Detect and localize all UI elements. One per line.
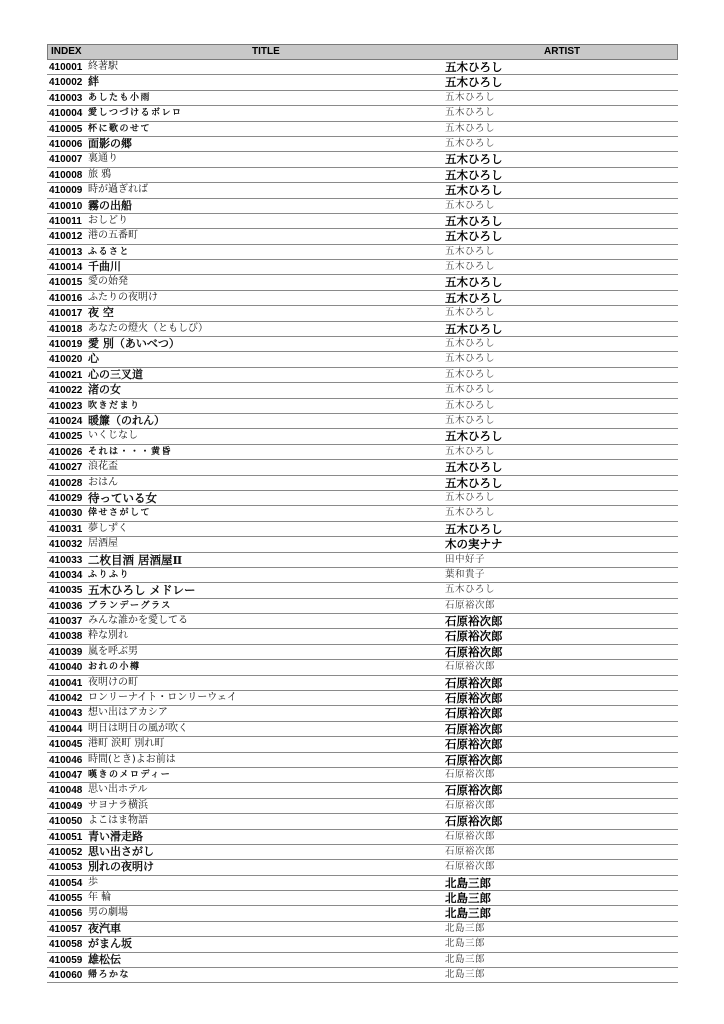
row-artist: 五木ひろし	[445, 307, 496, 319]
table-row	[47, 229, 678, 244]
table-row	[47, 91, 678, 106]
row-title: おはん	[88, 476, 118, 488]
row-title: 思い出さがし	[88, 844, 154, 858]
row-title: 青い滑走路	[88, 829, 143, 843]
row-title: 絆	[88, 75, 99, 89]
table-row	[47, 352, 678, 367]
row-title: 五木ひろし メドレー	[88, 583, 196, 598]
row-artist: 五木ひろし	[445, 521, 503, 536]
row-title: 愛しつづけるボレロ	[88, 108, 183, 119]
row-title: おれの小樽	[88, 662, 141, 673]
row-title: 二枚目酒 居酒屋Ⅱ	[88, 552, 183, 567]
row-title: 嘆きのメロディー	[88, 769, 172, 780]
row-title: 夜汽車	[88, 921, 121, 935]
row-artist: 五木ひろし	[445, 338, 496, 350]
row-index: 410054	[49, 877, 83, 889]
table-row	[47, 845, 678, 860]
row-index: 410020	[49, 354, 83, 366]
row-index: 410018	[49, 323, 83, 335]
row-title: ふりふり	[88, 569, 131, 580]
table-row	[47, 968, 678, 983]
table-row	[47, 460, 678, 475]
row-artist: 五木ひろし	[445, 507, 496, 519]
row-title: よこはま物語	[88, 815, 148, 827]
table-row	[47, 629, 678, 644]
row-artist: 五木ひろし	[445, 429, 503, 444]
row-artist: 五木ひろし	[445, 368, 496, 380]
row-title: 夢しずく	[88, 522, 128, 534]
row-index: 410017	[49, 308, 83, 320]
row-artist: 五木ひろし	[445, 60, 503, 74]
table-row	[47, 368, 678, 383]
row-index: 410057	[49, 923, 83, 935]
table-row	[47, 322, 678, 337]
row-index: 410045	[49, 739, 83, 751]
song-index-table	[47, 44, 678, 983]
row-title: 夜 空	[88, 306, 114, 320]
table-row	[47, 691, 678, 706]
table-row	[47, 876, 678, 891]
row-artist: 北島三郎	[445, 938, 486, 950]
row-index: 410003	[49, 92, 83, 104]
row-artist: 北島三郎	[445, 922, 486, 934]
row-index: 410040	[49, 662, 83, 674]
row-title: 夜明けの町	[88, 676, 138, 688]
table-body	[47, 60, 678, 983]
table-row	[47, 583, 678, 598]
row-artist: 石原裕次郎	[445, 629, 503, 644]
row-index: 410006	[49, 138, 83, 150]
row-artist: 五木ひろし	[445, 414, 496, 426]
row-artist: 石原裕次郎	[445, 737, 503, 752]
row-artist: 五木ひろし	[445, 460, 503, 475]
row-index: 410016	[49, 292, 83, 304]
table-row	[47, 953, 678, 968]
row-artist: 北島三郎	[445, 875, 491, 890]
row-index: 410033	[49, 554, 83, 566]
row-index: 410027	[49, 462, 83, 474]
row-artist: 五木ひろし	[445, 199, 496, 211]
row-artist: 五木ひろし	[445, 290, 503, 305]
row-index: 410013	[49, 246, 83, 258]
row-index: 410014	[49, 262, 83, 274]
table-row	[47, 568, 678, 583]
row-title: 霧の出船	[88, 198, 132, 212]
table-row	[47, 337, 678, 352]
table-row	[47, 676, 678, 691]
row-index: 410026	[49, 446, 83, 458]
row-artist: 五木ひろし	[445, 122, 496, 134]
row-index: 410028	[49, 477, 83, 489]
row-index: 410031	[49, 523, 83, 535]
row-artist: 五木ひろし	[445, 75, 503, 90]
row-title: みんな誰かを愛してる	[88, 615, 188, 627]
row-artist: 石原裕次郎	[445, 644, 503, 659]
row-artist: 石原裕次郎	[445, 830, 496, 842]
row-index: 410011	[49, 215, 82, 227]
table-row	[47, 722, 678, 737]
row-artist: 五木ひろし	[445, 353, 496, 365]
table-row	[47, 830, 678, 845]
table-row	[47, 168, 678, 183]
row-title: ロンリーナイト・ロンリーウェイ	[88, 692, 237, 704]
row-index: 410005	[49, 123, 83, 135]
row-title: ふるさと	[88, 246, 131, 257]
table-row	[47, 214, 678, 229]
row-title: 居酒屋	[88, 538, 118, 550]
table-row	[47, 122, 678, 137]
table-row	[47, 399, 678, 414]
row-artist: 石原裕次郎	[445, 845, 496, 857]
row-index: 410044	[49, 723, 83, 735]
table-row	[47, 429, 678, 444]
row-title: サヨナラ横浜	[88, 799, 148, 811]
row-artist: 木の実ナナ	[445, 537, 503, 552]
row-title: 思い出ホテル	[88, 784, 148, 796]
row-artist: 五木ひろし	[445, 183, 503, 198]
row-title: 心	[88, 352, 99, 366]
row-artist: 五木ひろし	[445, 152, 503, 167]
row-artist: 石原裕次郎	[445, 614, 503, 629]
row-index: 410041	[49, 677, 83, 689]
row-artist: 五木ひろし	[445, 321, 503, 336]
row-index: 410048	[49, 785, 83, 797]
row-index: 410050	[49, 816, 83, 828]
row-title: 待っている女	[88, 490, 157, 505]
row-title: 明日は明日の風が吹く	[88, 722, 188, 734]
table-row	[47, 476, 678, 491]
row-title: 吹きだまり	[88, 400, 141, 411]
row-index: 410032	[49, 539, 83, 551]
row-index: 410046	[49, 754, 83, 766]
row-artist: 五木ひろし	[445, 445, 496, 457]
row-title: 暖簾（のれん）	[88, 413, 165, 427]
row-index: 410015	[49, 277, 83, 289]
row-title: 帰ろかな	[88, 970, 131, 981]
row-artist: 石原裕次郎	[445, 599, 496, 611]
table-row	[47, 414, 678, 429]
row-artist: 石原裕次郎	[445, 783, 503, 798]
table-row	[47, 906, 678, 921]
table-row	[47, 152, 678, 167]
row-artist: 五木ひろし	[445, 91, 496, 103]
row-title: 男の劇場	[88, 907, 128, 919]
row-artist: 五木ひろし	[445, 137, 496, 149]
row-index: 410009	[49, 185, 83, 197]
row-artist: 五木ひろし	[445, 167, 503, 182]
table-row	[47, 199, 678, 214]
row-artist: 石原裕次郎	[445, 768, 496, 780]
table-row	[47, 814, 678, 829]
row-artist: 五木ひろし	[445, 384, 496, 396]
row-artist: 石原裕次郎	[445, 752, 503, 767]
row-title: おしどり	[88, 214, 128, 226]
row-index: 410019	[49, 339, 83, 351]
row-title: いくじなし	[88, 430, 138, 442]
row-artist: 五木ひろし	[445, 491, 496, 503]
table-row	[47, 75, 678, 90]
row-artist: 田中好子	[445, 553, 486, 565]
row-index: 410060	[49, 970, 83, 982]
table-row	[47, 291, 678, 306]
row-artist: 石原裕次郎	[445, 861, 496, 873]
table-row	[47, 306, 678, 321]
row-title: 港の五番町	[88, 230, 138, 242]
row-artist: 五木ひろし	[445, 584, 496, 596]
row-title: 港町 涙町 別れ町	[88, 738, 165, 750]
row-title: 心の三叉道	[88, 367, 143, 381]
row-index: 410047	[49, 769, 83, 781]
table-row	[47, 106, 678, 121]
row-title: 歩	[88, 876, 98, 888]
row-title: 倖せさがして	[88, 508, 152, 519]
table-row	[47, 937, 678, 952]
table-row	[47, 275, 678, 290]
header-artist: ARTIST	[544, 46, 581, 57]
row-title: 浪花盃	[88, 461, 118, 473]
table-row	[47, 60, 678, 75]
row-title: あなたの燈火（ともしび）	[88, 322, 208, 334]
table-row	[47, 491, 678, 506]
row-artist: 石原裕次郎	[445, 721, 503, 736]
row-index: 410053	[49, 862, 83, 874]
row-title: 愛 別（あいべつ）	[88, 337, 180, 351]
row-artist: 五木ひろし	[445, 107, 496, 119]
row-index: 410029	[49, 492, 83, 504]
row-artist: 五木ひろし	[445, 213, 503, 228]
row-index: 410007	[49, 154, 83, 166]
row-index: 410059	[49, 954, 83, 966]
row-title: 想い出はアカシア	[88, 707, 168, 719]
row-index: 410030	[49, 508, 83, 520]
table-row	[47, 183, 678, 198]
table-row	[47, 137, 678, 152]
row-title: 裏通り	[88, 153, 118, 165]
row-index: 410036	[49, 600, 83, 612]
row-index: 410055	[49, 893, 83, 905]
row-index: 410023	[49, 400, 83, 412]
row-artist: 石原裕次郎	[445, 814, 503, 829]
row-title: 嵐を呼ぶ男	[88, 645, 138, 657]
row-title: 年 輪	[88, 892, 112, 904]
row-title: 粋な別れ	[88, 630, 128, 642]
row-artist: 五木ひろし	[445, 245, 496, 257]
row-title: 渚の女	[88, 383, 121, 397]
row-index: 410004	[49, 108, 83, 120]
table-row	[47, 660, 678, 675]
row-artist: 石原裕次郎	[445, 691, 503, 706]
row-title: 愛の始発	[88, 276, 128, 288]
row-title: 旅 鴉	[88, 168, 112, 180]
table-row	[47, 891, 678, 906]
row-title: ふたりの夜明け	[88, 291, 158, 303]
row-index: 410043	[49, 708, 83, 720]
row-index: 410051	[49, 831, 83, 843]
row-artist: 北島三郎	[445, 891, 491, 906]
row-artist: 北島三郎	[445, 953, 486, 965]
row-artist: 石原裕次郎	[445, 661, 496, 673]
row-index: 410025	[49, 431, 83, 443]
row-index: 410035	[49, 585, 83, 597]
row-index: 410024	[49, 415, 83, 427]
row-index: 410002	[49, 77, 83, 89]
row-title: 終著駅	[88, 61, 118, 72]
header-title: TITLE	[252, 46, 280, 57]
row-title: がまん坂	[88, 937, 132, 951]
table-row	[47, 553, 678, 568]
row-title: 雄松伝	[88, 952, 121, 966]
row-index: 410008	[49, 169, 83, 181]
row-index: 410058	[49, 939, 83, 951]
row-index: 410039	[49, 646, 83, 658]
row-artist: 石原裕次郎	[445, 706, 503, 721]
row-index: 410052	[49, 846, 83, 858]
table-row	[47, 245, 678, 260]
table-row	[47, 260, 678, 275]
row-artist: 北島三郎	[445, 906, 491, 921]
table-row	[47, 614, 678, 629]
row-artist: 石原裕次郎	[445, 799, 496, 811]
row-index: 410056	[49, 908, 83, 920]
table-row	[47, 737, 678, 752]
row-title: ブランデーグラス	[88, 600, 172, 611]
row-title: 千曲川	[88, 260, 121, 274]
row-title: 時間(とき)よお前は	[88, 753, 176, 765]
row-title: 別れの夜明け	[88, 860, 154, 874]
table-row	[47, 768, 678, 783]
row-artist: 北島三郎	[445, 969, 486, 981]
row-artist: 五木ひろし	[445, 475, 503, 490]
table-row	[47, 922, 678, 937]
row-title: 時が過ぎれば	[88, 184, 148, 196]
row-artist: 葉和貴子	[445, 568, 486, 580]
table-row	[47, 537, 678, 552]
row-artist: 五木ひろし	[445, 275, 503, 290]
row-index: 410001	[49, 62, 83, 73]
table-row	[47, 522, 678, 537]
row-index: 410034	[49, 569, 83, 581]
row-title: 杯に歌のせて	[88, 123, 152, 134]
header-index: INDEX	[51, 46, 82, 57]
row-artist: 石原裕次郎	[445, 675, 503, 690]
table-row	[47, 799, 678, 814]
row-index: 410037	[49, 616, 83, 628]
table-row	[47, 645, 678, 660]
row-index: 410038	[49, 631, 83, 643]
row-index: 410022	[49, 385, 83, 397]
row-index: 410010	[49, 200, 83, 212]
table-row	[47, 599, 678, 614]
table-row	[47, 753, 678, 768]
table-row	[47, 445, 678, 460]
row-index: 410021	[49, 369, 83, 381]
row-artist: 五木ひろし	[445, 229, 503, 244]
row-index: 410042	[49, 693, 83, 705]
table-row	[47, 860, 678, 875]
row-artist: 五木ひろし	[445, 399, 496, 411]
table-row	[47, 706, 678, 721]
row-artist: 五木ひろし	[445, 261, 496, 273]
table-row	[47, 783, 678, 798]
table-row	[47, 506, 678, 521]
row-index: 410012	[49, 231, 83, 243]
row-title: 面影の郷	[88, 136, 132, 150]
row-index: 410049	[49, 800, 83, 812]
table-header	[47, 44, 678, 60]
row-title: それは・・・黄昏	[88, 446, 173, 457]
table-row	[47, 383, 678, 398]
row-title: あしたも小雨	[88, 92, 152, 103]
